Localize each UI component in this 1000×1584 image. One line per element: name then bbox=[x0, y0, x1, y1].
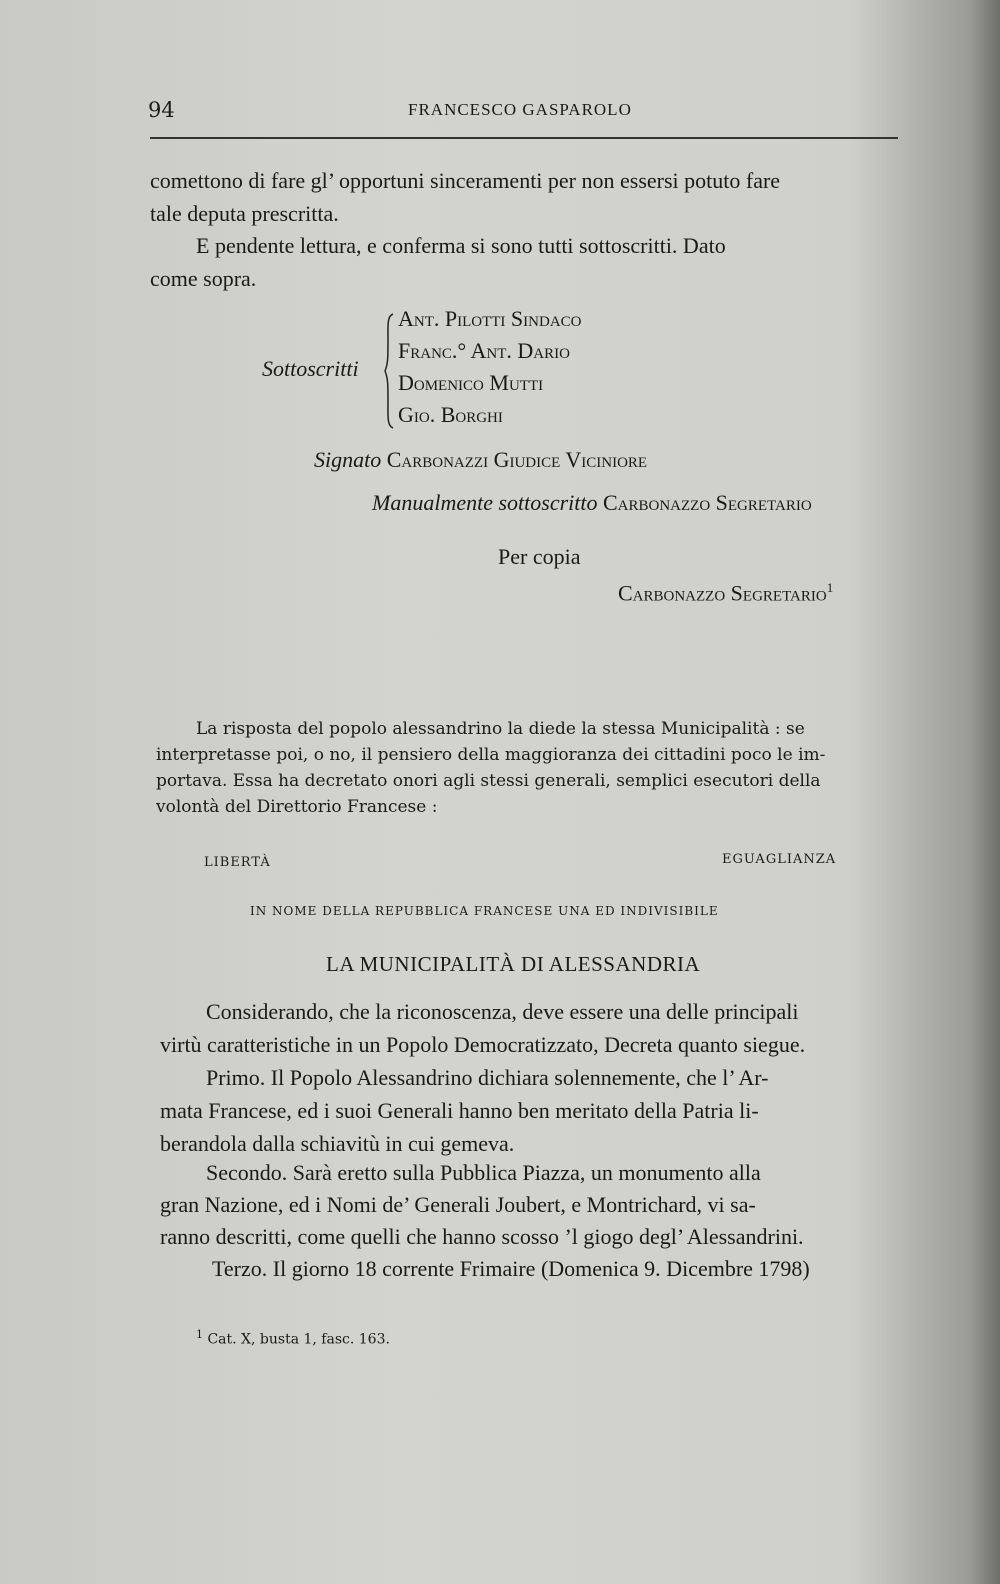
decree-title: LA MUNICIPALITÀ DI ALESSANDRIA bbox=[326, 952, 701, 976]
signed-line bbox=[314, 447, 647, 473]
decree-line: virtù caratteristiche in un Popolo Democratizzato, Decreta quanto siegue. bbox=[160, 1032, 806, 1057]
decree-line: Secondo. Sarà eretto sulla Pubblica Piazza, un monumento alla bbox=[206, 1160, 761, 1185]
page-number: 94 bbox=[148, 98, 175, 122]
text-line: tale deputa prescritta. bbox=[150, 201, 339, 226]
decree-line: mata Francese, ed i suoi Generali hanno ben meritato della Patria li- bbox=[160, 1098, 759, 1123]
motto-right: EGUAGLIANZA bbox=[722, 852, 837, 867]
decree-line: gran Nazione, ed i Nomi de’ Generali Joubert, e Montrichard, vi sa- bbox=[160, 1192, 756, 1217]
signatory-name: Franc.° Ant. Dario bbox=[398, 338, 570, 363]
decree-line: Terzo. Il giorno 18 corrente Frimaire (Domenica 9. Dicembre 1798) bbox=[212, 1256, 810, 1281]
republic-line: IN NOME DELLA REPUBBLICA FRANCESE UNA ED INDIVISIBILE bbox=[250, 904, 719, 918]
manual-name: Carbonazzo Segretario bbox=[602, 490, 812, 515]
decree-line: Primo. Il Popolo Alessandrino dichiara solennemente, che l’ Ar- bbox=[206, 1065, 769, 1090]
signatory-name: Ant. Pilotti Sindaco bbox=[398, 306, 582, 331]
commentary-line: interpretasse poi, o no, il pensiero della maggioranza dei cittadini poco le im- bbox=[156, 745, 826, 765]
footnote-marker: 1 bbox=[196, 1328, 203, 1341]
running-title: FRANCESCO GASPAROLO bbox=[408, 100, 632, 119]
text-line: come sopra. bbox=[150, 266, 257, 291]
copy-line: Per copia bbox=[498, 544, 581, 569]
motto-left: LIBERTÀ bbox=[204, 855, 271, 870]
secretary-name: Carbonazzo Segretario bbox=[618, 580, 827, 606]
signatories-label: Sottoscritti bbox=[262, 356, 359, 381]
header-rule bbox=[150, 137, 898, 139]
commentary-line: volontà del Direttorio Francese : bbox=[156, 797, 438, 817]
secretary-line bbox=[618, 580, 833, 606]
signed-label: Signato bbox=[314, 447, 382, 472]
signed-name: Carbonazzi Giudice Viciniore bbox=[386, 447, 648, 472]
brace-icon bbox=[384, 312, 394, 430]
signatory-name: Domenico Mutti bbox=[398, 370, 544, 395]
text-line: comettono di fare gl’ opportuni sinceramenti per non essersi potuto fare bbox=[150, 168, 781, 193]
text-line: E pendente lettura, e conferma si sono tutti sottoscritti. Dato bbox=[196, 233, 726, 258]
commentary-line: portava. Essa ha decretato onori agli stessi generali, semplici esecutori della bbox=[156, 771, 821, 791]
decree-line: berandola dalla schiavitù in cui gemeva. bbox=[160, 1131, 515, 1156]
commentary-line: La risposta del popolo alessandrino la diede la stessa Municipalità : se bbox=[196, 719, 805, 739]
footnote-text: Cat. X, busta 1, fasc. 163. bbox=[207, 1331, 390, 1348]
manual-label: Manualmente sottoscritto bbox=[372, 490, 598, 515]
decree-line: Considerando, che la riconoscenza, deve essere una delle principali bbox=[206, 999, 799, 1024]
manual-signed-line bbox=[372, 490, 812, 516]
footnote-ref: 1 bbox=[826, 580, 834, 595]
footnote bbox=[196, 1328, 390, 1348]
signatory-name: Gio. Borghi bbox=[398, 402, 503, 427]
decree-line: ranno descritti, come quelli che hanno scosso ’l giogo degl’ Alessandrini. bbox=[160, 1224, 804, 1249]
